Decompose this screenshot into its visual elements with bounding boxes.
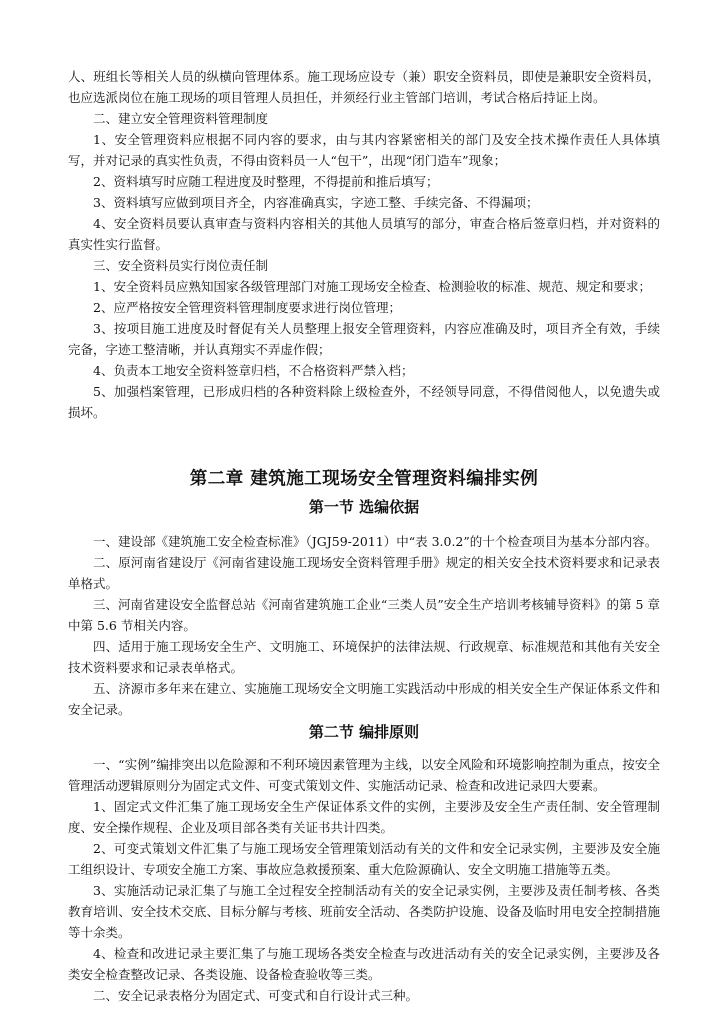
section-1-body bbox=[68, 531, 660, 720]
paragraph: 三、河南省建设安全监督总站《河南省建筑施工企业“三类人员”安全生产培训考核辅导资料》的第 5 章中第 5.6 节相关内容。 bbox=[68, 597, 660, 633]
paragraph: 2、可变式策划文件汇集了与施工现场安全管理策划活动有关的文件和安全记录实例，主要涉及安全施工组织设计、专项安全施工方案、事故应急救援预案、重大危险源确认、安全文明施工措施等五类。 bbox=[68, 841, 660, 877]
paragraph: 五、济源市多年来在建立、实施施工现场安全文明施工实践活动中形成的相关安全生产保证体系文件和安全记录。 bbox=[68, 681, 660, 717]
paragraph: 4、检查和改进记录主要汇集了与施工现场各类安全检查与改进活动有关的安全记录实例，主要涉及各类安全检查整改记录、各类设施、设备检查验收等三类。 bbox=[68, 946, 660, 982]
paragraph: 4、负责本工地安全资料签章归档，不合格资料严禁入档； bbox=[93, 363, 414, 378]
section-title: 第二节 编排原则 bbox=[308, 723, 420, 741]
paragraph: 2、应严格按安全管理资料管理制度要求进行岗位管理； bbox=[93, 300, 401, 315]
paragraph: 1、固定式文件汇集了施工现场安全生产保证体系文件的实例，主要涉及安全生产责任制、安全管理制度、安全操作规程、企业及项目部各类有关证书共计四类。 bbox=[68, 799, 660, 835]
paragraph: 2、资料填写时应随工程进度及时整理，不得提前和推后填写； bbox=[93, 174, 439, 189]
paragraph: 4、安全资料员要认真审查与资料内容相关的其他人员填写的部分，审查合格后签章归档，并对资料的真实性实行监督。 bbox=[68, 216, 660, 252]
paragraph: 3、资料填写应做到项目齐全，内容准确真实，字迹工整、手续完备、不得漏项； bbox=[93, 195, 539, 210]
paragraph: 1、安全管理资料应根据不同内容的要求，由与其内容紧密相关的部门及安全技术操作责任人具体填写，并对记录的真实性负责，不得由资料员一人“包干”，出现“闭门造车”现象； bbox=[68, 132, 660, 168]
paragraph: 5、加强档案管理，已形成归档的各种资料除上级检查外，不经领导同意，不得借阅他人，以免遗失或损坏。 bbox=[68, 384, 660, 420]
subheading: 二、建立安全管理资料管理制度 bbox=[93, 111, 269, 126]
chapter-title: 第二章 建筑施工现场安全管理资料编排实例 bbox=[189, 469, 539, 489]
spacer bbox=[68, 423, 660, 467]
paragraph: 人、班组长等相关人员的纵横向管理体系。施工现场应设专（兼）职安全资料员，即使是兼职安全资料员，也应选派岗位在施工现场的项目管理人员担任，并须经行业主管部门培训，考试合格后持证上岗。 bbox=[68, 69, 660, 105]
paragraph: 1、安全资料员应熟知国家各级管理部门对施工现场安全检查、检测验收的标准、规范、规定和要求； bbox=[93, 279, 651, 294]
paragraph: 一、“实例”编排突出以危险源和不利环境因素管理为主线，以安全风险和环境影响控制为重点，按安全管理活动逻辑原则分为固定式文件、可变式策划文件、实施活动记录、检查和改进记录四大要素。 bbox=[68, 757, 660, 793]
paragraph: 一、建设部《建筑施工安全检查标准》（JGJ59-2011）中“表 3.0.2”的十个检查项目为基本分部内容。 bbox=[93, 534, 658, 549]
paragraph: 3、按项目施工进度及时督促有关人员整理上报安全管理资料，内容应准确及时，项目齐全有效，手续完备，字迹工整清晰，并认真翔实不弄虚作假； bbox=[68, 321, 660, 357]
paragraph: 3、实施活动记录汇集了与施工全过程安全控制活动有关的安全记录实例，主要涉及责任制考核、各类教育培训、安全技术交底、目标分解与考核、班前安全活动、各类防护设施、设备及临时用电安全控制措施等十余类。 bbox=[68, 883, 660, 940]
top-section bbox=[68, 66, 660, 423]
paragraph: 二、原河南省建设厅《河南省建设施工现场安全资料管理手册》规定的相关安全技术资料要求和记录表单格式。 bbox=[68, 555, 660, 591]
paragraph: 四、适用于施工现场安全生产、文明施工、环境保护的法律法规、行政规章、标准规范和其他有关安全技术资料要求和记录表单格式。 bbox=[68, 639, 660, 675]
subheading: 三、安全资料员实行岗位责任制 bbox=[93, 258, 269, 273]
section-title: 第一节 选编依据 bbox=[308, 498, 420, 516]
document-page bbox=[68, 66, 660, 1006]
paragraph: 二、安全记录表格分为固定式、可变式和自行设计式三种。 bbox=[93, 988, 419, 1003]
section-2-body bbox=[68, 754, 660, 1006]
